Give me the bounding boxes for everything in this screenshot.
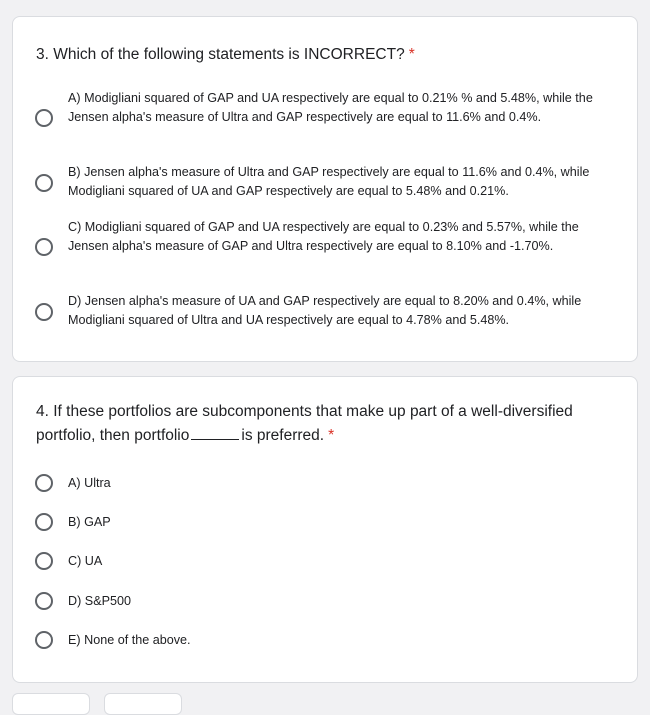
option-label: C) UA <box>68 554 103 568</box>
radio-button[interactable] <box>35 109 53 127</box>
option-label: A) Ultra <box>68 476 111 490</box>
option-label: D) S&P500 <box>68 594 131 608</box>
radio-button[interactable] <box>35 552 53 570</box>
radio-button[interactable] <box>35 238 53 256</box>
question-title <box>36 43 615 67</box>
radio-button[interactable] <box>35 592 53 610</box>
option-b[interactable] <box>35 512 615 532</box>
option-label: B) Jensen alpha's measure of Ultra and GAP respectively are equal to 11.6% and 0.4%, while Modigliani squared of UA and GAP respectively are equal to 5.48% and 0.21%. <box>68 165 590 198</box>
option-e[interactable] <box>35 630 615 650</box>
option-d[interactable] <box>35 591 615 611</box>
option-a[interactable] <box>35 89 615 146</box>
question-title <box>36 400 609 448</box>
next-button-partial[interactable] <box>104 693 182 715</box>
question-card-4 <box>12 376 638 683</box>
answer-blank <box>191 425 239 440</box>
question-text: 3. Which of the following statements is INCORRECT? <box>36 46 405 63</box>
radio-button[interactable] <box>35 174 53 192</box>
option-c[interactable] <box>35 218 615 275</box>
radio-button[interactable] <box>35 513 53 531</box>
question-text-part1: 4. If these portfolios are subcomponents that make up part of a well-diversified portfolio, then portfolio <box>36 403 573 444</box>
required-asterisk: * <box>328 427 335 444</box>
option-label: D) Jensen alpha's measure of UA and GAP respectively are equal to 8.20% and 0.4%, while Modigliani squared of Ultra and UA respectively are equal to 4.78% and 5.48%. <box>68 294 582 327</box>
option-label: B) GAP <box>68 515 111 529</box>
required-asterisk: * <box>408 46 415 63</box>
option-b[interactable] <box>35 163 615 201</box>
option-label: C) Modigliani squared of GAP and UA respectively are equal to 0.23% and 5.57%, while the Jensen alpha's measure of GAP and Ultra respectively are equal to 8.10% and -1.70%. <box>68 220 579 253</box>
question-card-3 <box>12 16 638 362</box>
back-button-partial[interactable] <box>12 693 90 715</box>
radio-button[interactable] <box>35 631 53 649</box>
option-label: A) Modigliani squared of GAP and UA respectively are equal to 0.21% % and 5.48%, while the Jensen alpha's measure of Ultra and GAP respectively are equal to 11.6% and 0.4%. <box>68 91 593 124</box>
radio-button[interactable] <box>35 303 53 321</box>
option-d[interactable] <box>35 292 615 330</box>
radio-button[interactable] <box>35 474 53 492</box>
question-text-part2: is preferred. <box>241 427 325 444</box>
option-c[interactable] <box>35 551 615 571</box>
option-label: E) None of the above. <box>68 633 191 647</box>
option-a[interactable] <box>35 473 615 493</box>
